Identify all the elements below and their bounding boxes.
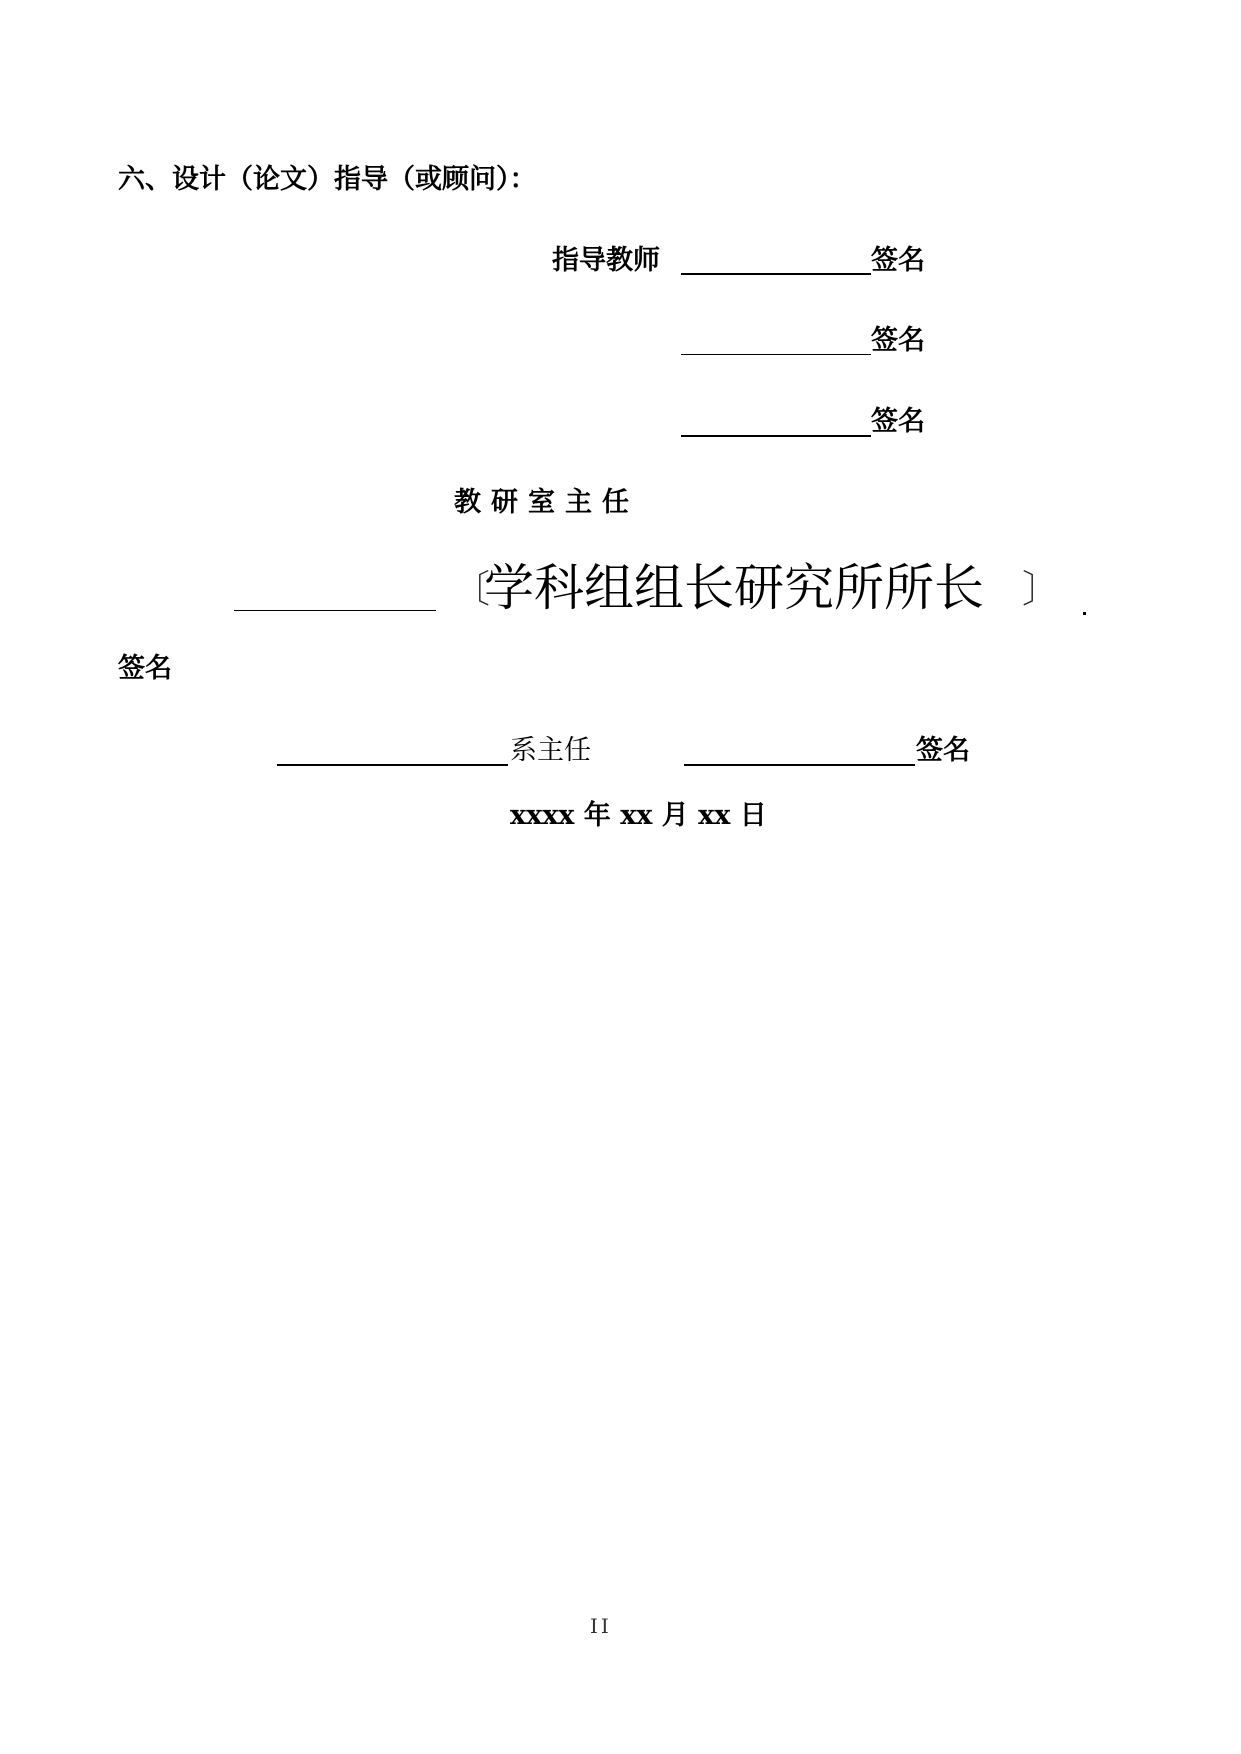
advisor-signature-line-3[interactable] (681, 435, 871, 437)
lab-director-role-label: 教研室主任 (454, 487, 639, 518)
section-title: 六、设计（论文）指导（或顾问）： (118, 164, 537, 195)
department-head-role-label: 系主任 (510, 735, 591, 766)
advisor-sign-label-1: 签名 (871, 245, 925, 276)
advisor-signature-line-1[interactable] (681, 273, 871, 275)
advisor-sign-label-2: 签名 (871, 325, 925, 356)
lab-director-sign-label: 签名 (118, 653, 172, 684)
page-number: II (590, 1614, 612, 1638)
alt-roles-bracket-open: 〔 (452, 567, 491, 611)
department-head-name-line[interactable] (277, 764, 508, 766)
lab-director-signature-line[interactable] (234, 610, 436, 611)
trailing-dot-mark (1083, 612, 1086, 615)
department-head-sign-label: 签名 (916, 735, 970, 766)
alt-roles-bracket-close: 〕 (1022, 567, 1061, 611)
alt-roles-label: 学科组组长研究所所长 (484, 559, 984, 617)
date-line: xxxx 年 xx 月 xx 日 (510, 800, 767, 831)
advisor-signature-line-2[interactable] (681, 354, 871, 355)
advisor-sign-label-3: 签名 (871, 406, 925, 437)
department-head-signature-line[interactable] (684, 764, 915, 766)
advisor-role-label: 指导教师 (552, 245, 660, 276)
